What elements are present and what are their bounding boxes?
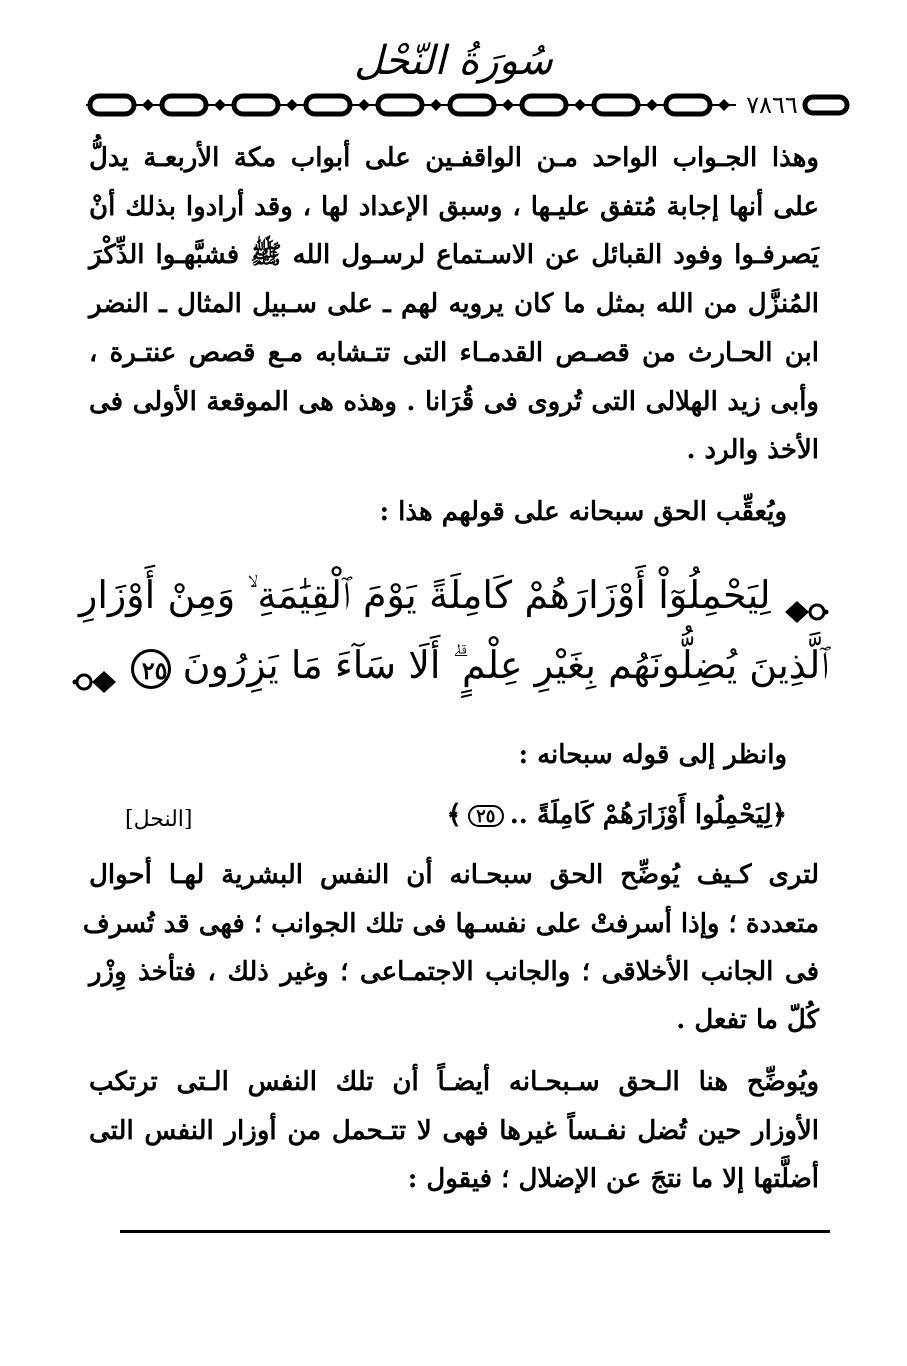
verse-end-ornament-icon <box>72 654 118 684</box>
bottom-rule <box>120 1230 830 1233</box>
text-line: متعددة ؛ وإذا أسرفتْ على نفسـها فى تلك الجوانب ؛ فهى قد تُسرف <box>82 909 819 939</box>
text-line: أضلَّتها إلا ما نتجَ عن الإضلال ؛ فيقول : <box>407 1164 819 1194</box>
end-oval-icon <box>802 94 850 116</box>
short-verse-number: ٢٥ <box>468 805 504 827</box>
text-line: وأبى زيد الهلالى التى تُروى فى قُرَانا . وهذه هى الموقعة الأولى فى <box>89 387 819 417</box>
quran-text: ٱلَّذِينَ يُضِلُّونَهُم بِغَيْرِ عِلْمٍ ۗ أَلَا سَآءَ مَا يَزِرُونَ <box>182 643 829 687</box>
surah-reference: [النحل] <box>125 807 193 832</box>
text-line: وانظر إلى قوله سبحانه : <box>518 740 787 770</box>
text-line: لترى كـيف يُوضِّح الحق سبحـانه أن النفس البشرية لهـا أحوال <box>89 860 819 890</box>
quoted-verse <box>447 795 787 835</box>
text-line: على أنها إجابة مُتفق عليـها ، وسبق الإعداد لها ، وقد أرادوا بذلك أنْ <box>89 192 819 222</box>
quran-verse-line <box>79 635 829 695</box>
page-number: ٧٨٦٦ <box>746 91 798 119</box>
text-line: ابن الحـارث من قصـص القدمـاء التى تتـشابه مـع قصص عنتـرة ، <box>89 338 819 368</box>
text-line: فى الجانب الأخلاقى ؛ والجانب الاجتمـاعى ؛ وغير ذلك ، فتأخذ وِزْر <box>89 957 819 987</box>
quran-verse-line <box>79 565 829 625</box>
text-line: الأخذ والرد . <box>686 435 819 465</box>
text-line: كُلّ ما تفعل . <box>676 1005 819 1035</box>
text-line: المُنزَّل من الله بمثل ما كان يرويه لهم ـ على سـبيل المثال ـ النضر <box>89 289 819 319</box>
bracket-close: ﴾ <box>446 800 462 830</box>
short-verse-text: لِيَحْمِلُوا أَوْزَارَهُمْ كَامِلَةً .. <box>509 800 772 830</box>
quran-text: لِيَحْمِلُوٓاْ أَوْزَارَهُمْ كَامِلَةً يَوْمَ ٱلْقِيَٰمَةِ ۙ وَمِنْ أَوْزَارِ <box>79 573 771 617</box>
text-line: الأوزار حين تُضل نفـساً غيرها فهى لا تتـحمل من أوزار النفس التى <box>89 1116 819 1146</box>
bracket-open: ﴿ <box>771 800 787 830</box>
chain-ornament-icon <box>86 88 736 122</box>
text-line: يَصرفـوا وفود القبائل عن الاسـتماع لرسـول الله ﷺ فشبَّهـوا الذِّكْرَ <box>89 240 819 270</box>
verse-number-badge: ٢٥ <box>131 649 171 689</box>
page-header-ornament <box>86 88 854 122</box>
text-line: ويُعقِّب الحق سبحانه على قولهم هذا : <box>379 497 787 527</box>
verse-start-ornament-icon <box>783 584 829 614</box>
surah-title: سُورَةُ النّحْل <box>354 38 553 84</box>
text-line: ويُوضِّح هنا الـحق سـبحـانه أيضـاً أن تلك النفس الـتى ترتكب <box>89 1067 819 1097</box>
text-line: وهذا الجـواب الواحد مـن الواقفـين على أبواب مكة الأربعـة يدلُّ <box>89 143 819 173</box>
